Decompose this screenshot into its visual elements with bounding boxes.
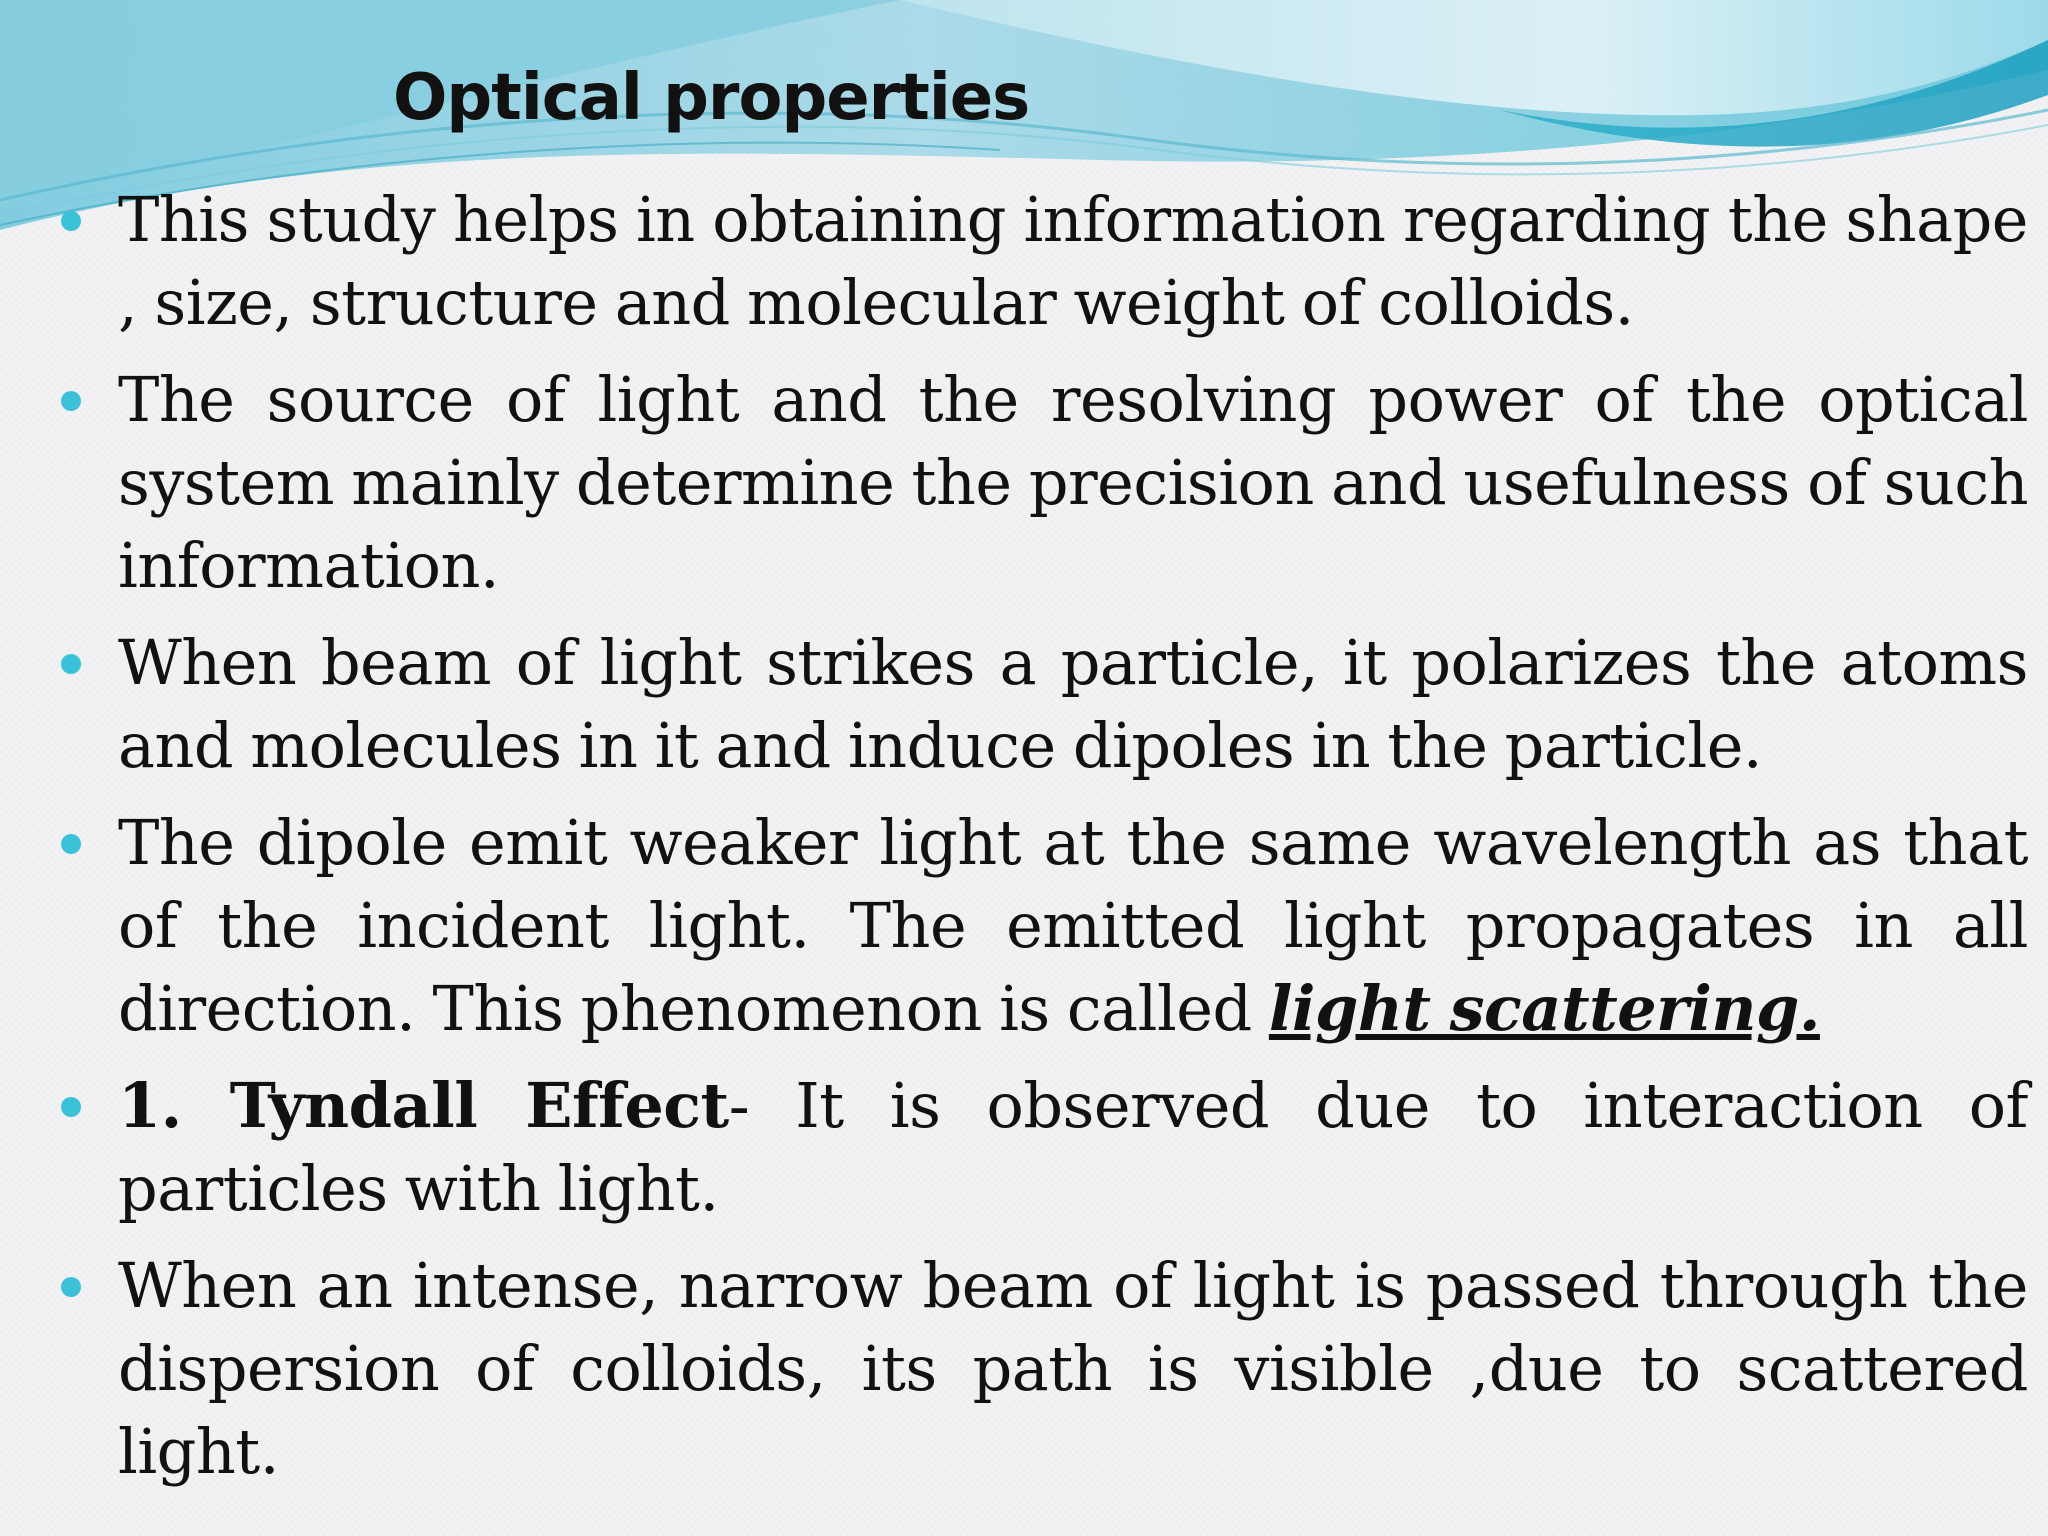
bullet-dot-icon <box>61 834 81 854</box>
bullet-text: The dipole emit weaker light at the same wavelength as that of the incident light. The emitted light propagates in all direction. This phenomenon is called <box>118 806 2028 1045</box>
bullet-item <box>55 621 2028 787</box>
bullet-dot-icon <box>61 1097 81 1117</box>
bullet-item <box>55 1064 2028 1230</box>
bullet-dot-icon <box>61 391 81 411</box>
bullet-dot-icon <box>61 654 81 674</box>
bullet-item <box>55 801 2028 1050</box>
bullet-text: When an intense, narrow beam of light is passed through the dispersion of colloids, its path is visible ,due to scattered light. <box>118 1249 2028 1488</box>
bullet-text: This study helps in obtaining information regarding the shape , size, structure and molecular weight of colloids. <box>118 183 2028 339</box>
slide-title: Optical properties <box>393 61 1030 135</box>
tyndall-effect-heading: 1. Tyndall Effect <box>118 1069 729 1142</box>
bullet-dot-icon <box>61 211 81 231</box>
bullet-text: When beam of light strikes a particle, it polarizes the atoms and molecules in it and induce dipoles in the particle. <box>118 626 2028 782</box>
bullet-item <box>55 1244 2028 1493</box>
bullet-item <box>55 358 2028 607</box>
light-scattering-emphasis: light scattering. <box>1268 972 1820 1045</box>
bullet-item <box>55 178 2028 344</box>
bullet-text: The source of light and the resolving power of the optical system mainly determine the precision and usefulness of such information. <box>118 363 2028 602</box>
bullet-text: - It is observed due to interaction of particles with light. <box>118 1069 2029 1225</box>
bullet-dot-icon <box>61 1277 81 1297</box>
bullet-list <box>55 178 2028 1507</box>
